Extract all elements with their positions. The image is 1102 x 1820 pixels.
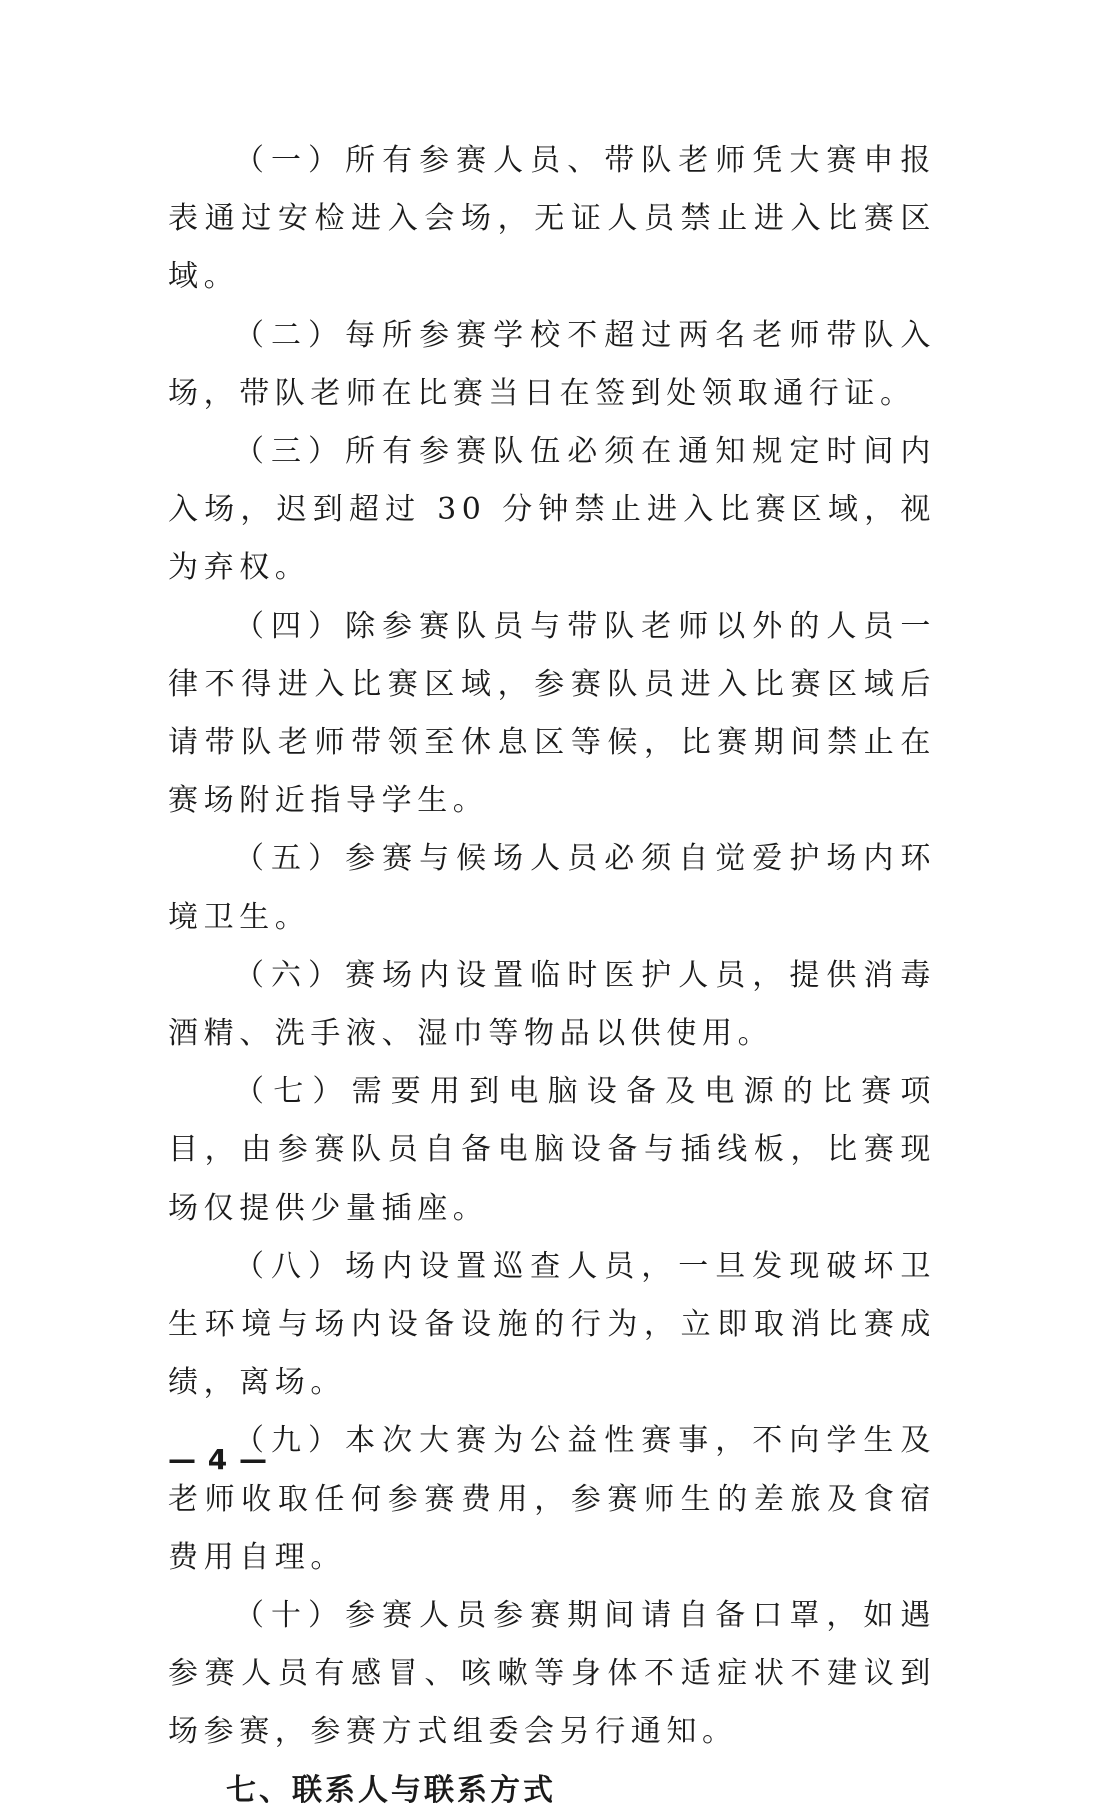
- paragraph-rule-5: （五）参赛与候场人员必须自觉爱护场内环境卫生。: [168, 841, 936, 935]
- paragraph-rule-9: （九）本次大赛为公益性赛事，不向学生及老师收取任何参赛费用，参赛师生的差旅及食宿费用自理。: [168, 1423, 936, 1575]
- page-number: — 4 —: [168, 1443, 268, 1476]
- paragraph-rule-4: （四）除参赛队员与带队老师以外的人员一律不得进入比赛区域，参赛队员进入比赛区域后请带队老师带领至休息区等候，比赛期间禁止在赛场附近指导学生。: [168, 608, 936, 819]
- paragraph-rule-10: （十）参赛人员参赛期间请自备口罩，如遇参赛人员有感冒、咳嗽等身体不适症状不建议到场参赛，参赛方式组委会另行通知。: [168, 1598, 936, 1750]
- paragraph-rule-6: （六）赛场内设置临时医护人员，提供消毒酒精、洗手液、湿巾等物品以供使用。: [168, 957, 936, 1052]
- paragraph-rule-3: （三）所有参赛队伍必须在通知规定时间内入场，迟到超过 30 分钟禁止进入比赛区域，视为弃权。: [168, 434, 936, 586]
- section-heading: 七、联系人与联系方式: [226, 1772, 556, 1808]
- paragraph-rule-7: （七）需要用到电脑设备及电源的比赛项目，由参赛队员自备电脑设备与插线板，比赛现场仅提供少量插座。: [168, 1074, 936, 1226]
- paragraph-rule-8: （八）场内设置巡查人员，一旦发现破坏卫生环境与场内设备设施的行为，立即取消比赛成绩，离场。: [168, 1248, 936, 1401]
- paragraph-rule-2: （二）每所参赛学校不超过两名老师带队入场，带队老师在比赛当日在签到处领取通行证。: [168, 317, 936, 411]
- document-body: [168, 132, 936, 1820]
- paragraph-rule-1: （一）所有参赛人员、带队老师凭大赛申报表通过安检进入会场，无证人员禁止进入比赛区域。: [168, 143, 936, 295]
